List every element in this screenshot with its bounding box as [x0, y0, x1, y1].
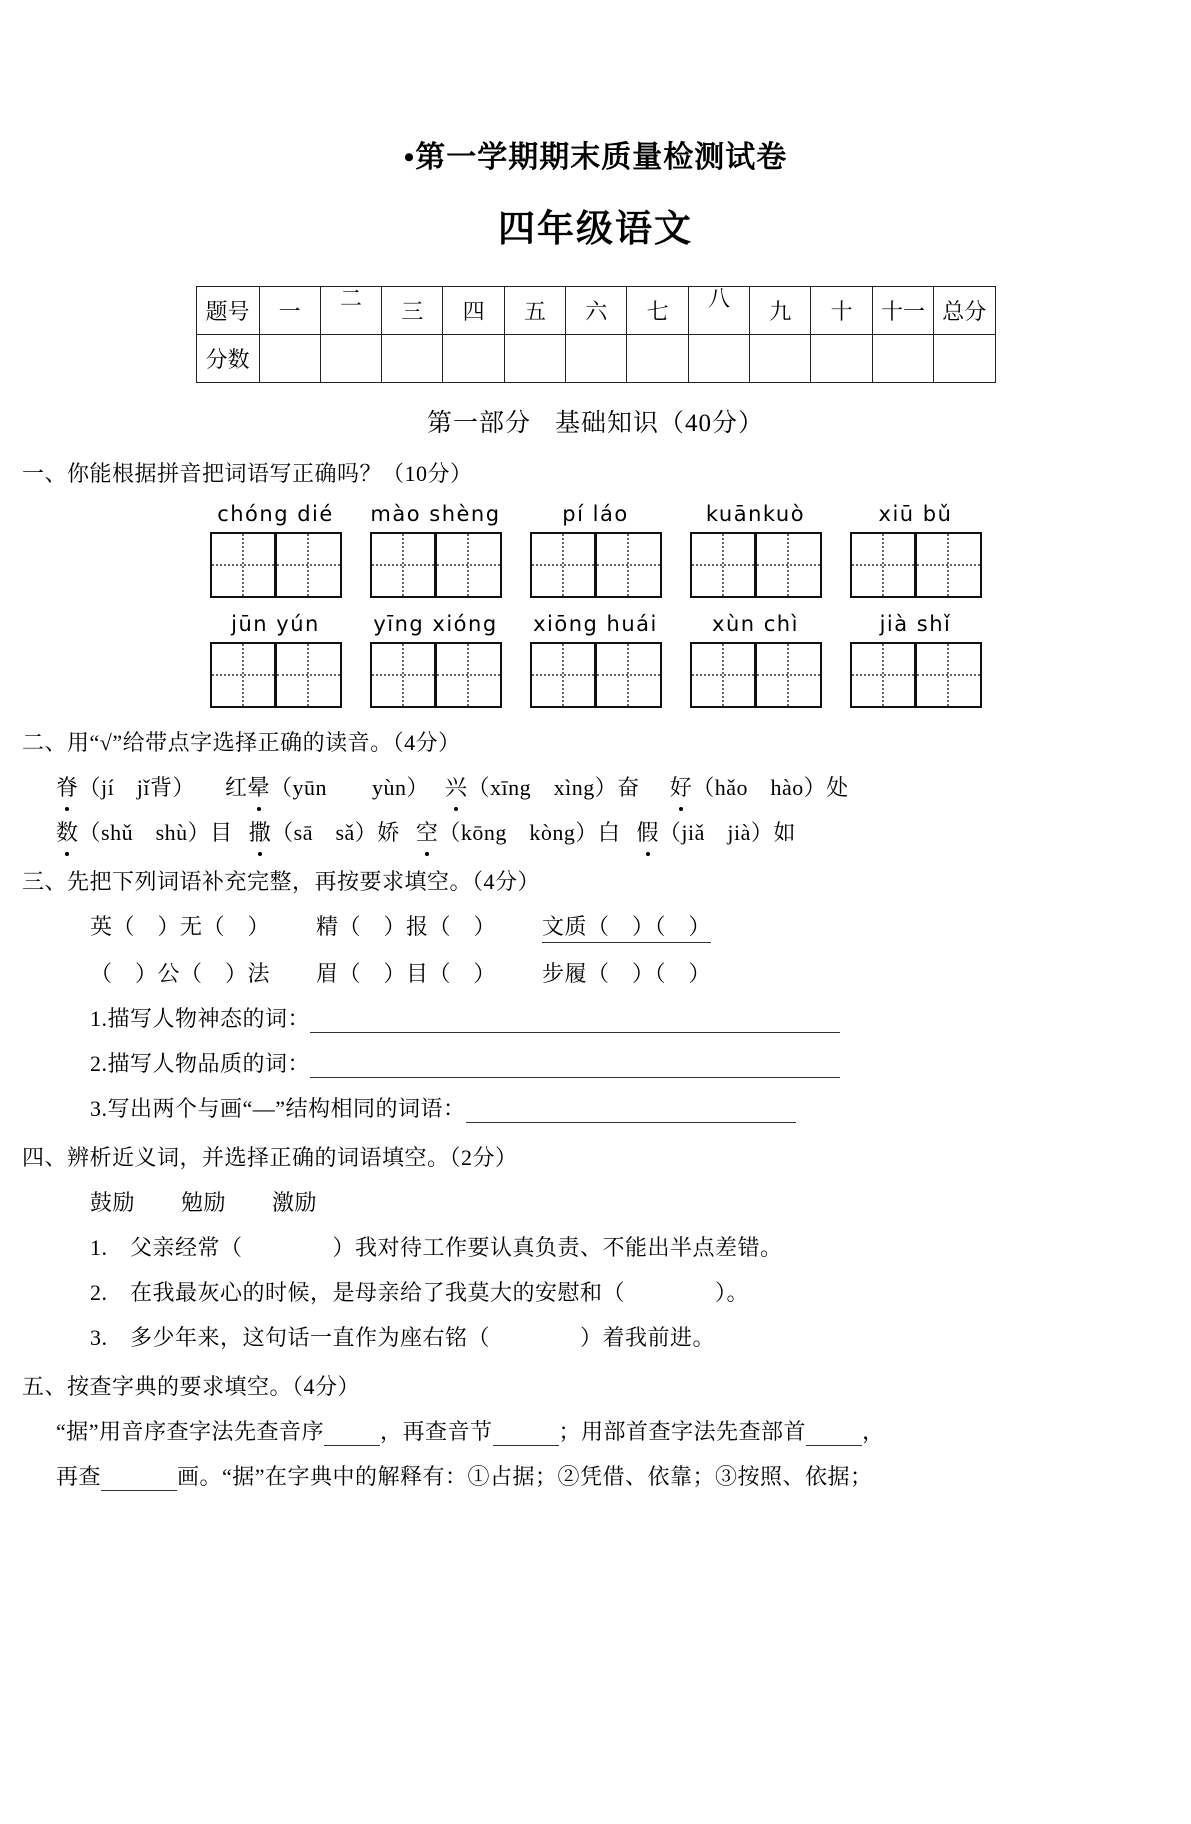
score-cell-6[interactable]: [566, 335, 627, 383]
idiom-blank[interactable]: 英（ ）无（ ）: [90, 914, 271, 939]
score-col-total[interactable]: 总分: [934, 287, 995, 335]
answer-blank[interactable]: [466, 1096, 796, 1123]
prefix-char: 红: [224, 775, 248, 800]
question-2-heading: 二、用“√”给带点字选择正确的读音。（4分）: [22, 730, 461, 755]
score-table: [196, 286, 996, 383]
tianzige-cell[interactable]: [370, 532, 436, 598]
reading-options[interactable]: （shǔ shù）目: [78, 820, 233, 845]
dotted-char: 脊: [56, 771, 79, 802]
pinyin-item: [530, 502, 662, 598]
table-row-scores: [196, 335, 995, 383]
q4-word-bank: [90, 1186, 1191, 1217]
pinyin-label: kuānkuò: [705, 502, 806, 526]
reading-options[interactable]: （sā sǎ）娇: [271, 820, 400, 845]
pinyin-item: [690, 612, 822, 708]
score-cell-1[interactable]: [259, 335, 320, 383]
tianzige-boxes[interactable]: [530, 532, 662, 598]
score-cell-11[interactable]: [872, 335, 933, 383]
word-bank-item[interactable]: 激励: [272, 1190, 318, 1215]
tianzige-cell[interactable]: [276, 532, 342, 598]
row-label-question-number: 题号: [196, 287, 259, 335]
question-5-heading: 五、按查字典的要求填空。（4分）: [22, 1374, 361, 1399]
tianzige-cell[interactable]: [210, 532, 276, 598]
answer-blank[interactable]: [310, 1006, 840, 1033]
pinyin-label: jià shǐ: [879, 612, 952, 636]
score-cell-10[interactable]: [811, 335, 872, 383]
tianzige-cell[interactable]: [370, 642, 436, 708]
answer-blank[interactable]: [310, 1051, 840, 1078]
pinyin-item: [370, 612, 502, 708]
score-col-5[interactable]: 五: [504, 287, 565, 335]
score-cell-9[interactable]: [750, 335, 811, 383]
question-1-heading: 一、你能根据拼音把词语写正确吗？（10分）: [22, 461, 473, 486]
answer-blank-yinxu[interactable]: [324, 1419, 380, 1446]
reading-options[interactable]: （hǎo hào）处: [692, 775, 849, 800]
tianzige-cell[interactable]: [850, 642, 916, 708]
q5-line-1: [56, 1415, 1191, 1446]
idiom-blank-underlined[interactable]: 文质（ ）（ ）: [542, 910, 711, 943]
q5-text-f: 画。“据”在字典中的解释有：①占据；②凭借、依靠；③按照、依据；: [177, 1464, 873, 1489]
q5-text-a: “据”用音序查字法先查音序: [56, 1419, 325, 1444]
score-cell-total[interactable]: [934, 335, 995, 383]
pinyin-grid-row-1: [0, 502, 1191, 598]
table-row-question-numbers: [196, 287, 995, 335]
tianzige-cell[interactable]: [596, 642, 662, 708]
score-cell-4[interactable]: [443, 335, 504, 383]
answer-blank-strokes[interactable]: [101, 1464, 177, 1491]
q3-sub-item-3: [90, 1092, 1191, 1123]
exam-page: [0, 140, 1191, 1824]
word-bank-item[interactable]: 鼓励: [90, 1190, 136, 1215]
tianzige-boxes[interactable]: [210, 532, 342, 598]
q4-item-2[interactable]: 2. 在我最灰心的时候，是母亲给了我莫大的安慰和（ ）。: [90, 1280, 750, 1305]
tianzige-boxes[interactable]: [690, 642, 822, 708]
tianzige-boxes[interactable]: [850, 532, 982, 598]
q5-line-2: [56, 1460, 1191, 1491]
answer-blank-yinjie[interactable]: [493, 1419, 559, 1446]
dotted-char: 晕: [247, 771, 270, 802]
score-col-8[interactable]: 八: [688, 287, 749, 335]
title-text: 第一学期期末质量检测试卷: [415, 141, 788, 174]
pinyin-label: pí láo: [562, 502, 629, 526]
part-label: 第一部分: [426, 410, 531, 437]
sub-item-label: 3.写出两个与画“—”结构相同的词语：: [90, 1096, 466, 1121]
part-name: 基础知识（40分）: [555, 410, 765, 437]
score-table-wrapper: [0, 286, 1191, 383]
q5-text-b: ，再查音节: [380, 1419, 493, 1444]
score-col-7[interactable]: 七: [627, 287, 688, 335]
score-col-11[interactable]: 十一: [872, 287, 933, 335]
q3-idiom-row-2: [90, 957, 1191, 988]
tianzige-cell[interactable]: [436, 642, 502, 708]
tianzige-cell[interactable]: [436, 532, 502, 598]
row-label-score: 分数: [196, 335, 259, 383]
pinyin-item: [850, 502, 982, 598]
score-cell-2[interactable]: [320, 335, 381, 383]
score-col-1[interactable]: 一: [259, 287, 320, 335]
tianzige-boxes[interactable]: [370, 642, 502, 708]
q4-item-1[interactable]: 1. 父亲经常（ ）我对待工作要认真负责、不能出半点差错。: [90, 1235, 783, 1260]
idiom-blank[interactable]: 眉（ ）目（ ）: [316, 961, 497, 986]
pinyin-item: [210, 612, 342, 708]
word-bank-item[interactable]: 勉励: [181, 1190, 227, 1215]
q2-line-1: [56, 771, 1191, 802]
reading-options[interactable]: （yūn yùn）: [270, 775, 430, 800]
page-subtitle: 四年级语文: [498, 207, 693, 250]
q2-line-2: [56, 816, 1191, 847]
score-col-4[interactable]: 四: [443, 287, 504, 335]
q5-text-e: 再查: [56, 1464, 102, 1489]
tianzige-cell[interactable]: [756, 532, 822, 598]
reading-options[interactable]: （xīng xìng）奋: [467, 775, 640, 800]
pinyin-item: [690, 502, 822, 598]
score-cell-8[interactable]: [688, 335, 749, 383]
dotted-char: 数: [56, 816, 79, 847]
dotted-char: 假: [636, 816, 659, 847]
tianzige-cell[interactable]: [916, 642, 982, 708]
score-col-6[interactable]: 六: [566, 287, 627, 335]
tianzige-cell[interactable]: [756, 642, 822, 708]
reading-options[interactable]: （jí jǐ背）: [78, 775, 195, 800]
sub-item-label: 2.描写人物品质的词：: [90, 1051, 311, 1076]
idiom-blank[interactable]: 步履（ ）（ ）: [542, 961, 712, 986]
score-col-3[interactable]: 三: [382, 287, 443, 335]
q5-text-c: ；用部首查字法先查部首: [558, 1419, 807, 1444]
pinyin-label: yīng xióng: [373, 612, 498, 636]
tianzige-cell[interactable]: [210, 642, 276, 708]
sub-item-label: 1.描写人物神态的词：: [90, 1006, 311, 1031]
tianzige-boxes[interactable]: [690, 532, 822, 598]
tianzige-boxes[interactable]: [850, 642, 982, 708]
idiom-blank[interactable]: （ ）公（ ）法: [90, 961, 271, 986]
dotted-char: 兴: [445, 771, 468, 802]
pinyin-item: [850, 612, 982, 708]
answer-blank-bushou[interactable]: [806, 1419, 862, 1446]
tianzige-cell[interactable]: [596, 532, 662, 598]
title-bullet: •: [403, 141, 416, 174]
pinyin-label: xiū bǔ: [878, 502, 953, 526]
tianzige-cell[interactable]: [530, 532, 596, 598]
pinyin-item: [370, 502, 502, 598]
idiom-blank[interactable]: 精（ ）报（ ）: [316, 914, 497, 939]
pinyin-label: mào shèng: [370, 502, 501, 526]
pinyin-label: jūn yún: [231, 612, 320, 636]
tianzige-boxes[interactable]: [370, 532, 502, 598]
question-4-heading: 四、辨析近义词，并选择正确的词语填空。（2分）: [22, 1145, 518, 1170]
tianzige-boxes[interactable]: [210, 642, 342, 708]
pinyin-item: [530, 612, 662, 708]
q3-idiom-row-1: [90, 910, 1191, 943]
score-cell-5[interactable]: [504, 335, 565, 383]
dotted-char: 空: [416, 816, 439, 847]
pinyin-label: chóng dié: [217, 502, 334, 526]
q3-sub-item-1: [90, 1002, 1191, 1033]
q5-text-d: ，: [862, 1419, 885, 1444]
tianzige-cell[interactable]: [276, 642, 342, 708]
tianzige-cell[interactable]: [690, 642, 756, 708]
score-col-9[interactable]: 九: [750, 287, 811, 335]
question-3-heading: 三、先把下列词语补充完整，再按要求填空。（4分）: [22, 869, 541, 894]
pinyin-label: xùn chì: [712, 612, 799, 636]
dotted-char: 撒: [249, 816, 272, 847]
score-col-2[interactable]: 二: [320, 287, 381, 335]
pinyin-item: [210, 502, 342, 598]
reading-options[interactable]: （kōng kòng）白: [438, 820, 621, 845]
score-col-10[interactable]: 十: [811, 287, 872, 335]
score-cell-7[interactable]: [627, 335, 688, 383]
tianzige-cell[interactable]: [850, 532, 916, 598]
tianzige-cell[interactable]: [916, 532, 982, 598]
tianzige-boxes[interactable]: [530, 642, 662, 708]
tianzige-cell[interactable]: [690, 532, 756, 598]
page-title: [0, 140, 1191, 176]
score-cell-3[interactable]: [382, 335, 443, 383]
pinyin-label: xiōng huái: [533, 612, 658, 636]
tianzige-cell[interactable]: [530, 642, 596, 708]
dotted-char: 好: [670, 771, 693, 802]
q3-sub-item-2: [90, 1047, 1191, 1078]
part-heading: [0, 403, 1191, 439]
reading-options[interactable]: （jiǎ jià）如: [658, 820, 796, 845]
q4-item-3[interactable]: 3. 多少年来，这句话一直作为座右铭（ ）着我前进。: [90, 1325, 716, 1350]
pinyin-grid-row-2: [0, 612, 1191, 708]
